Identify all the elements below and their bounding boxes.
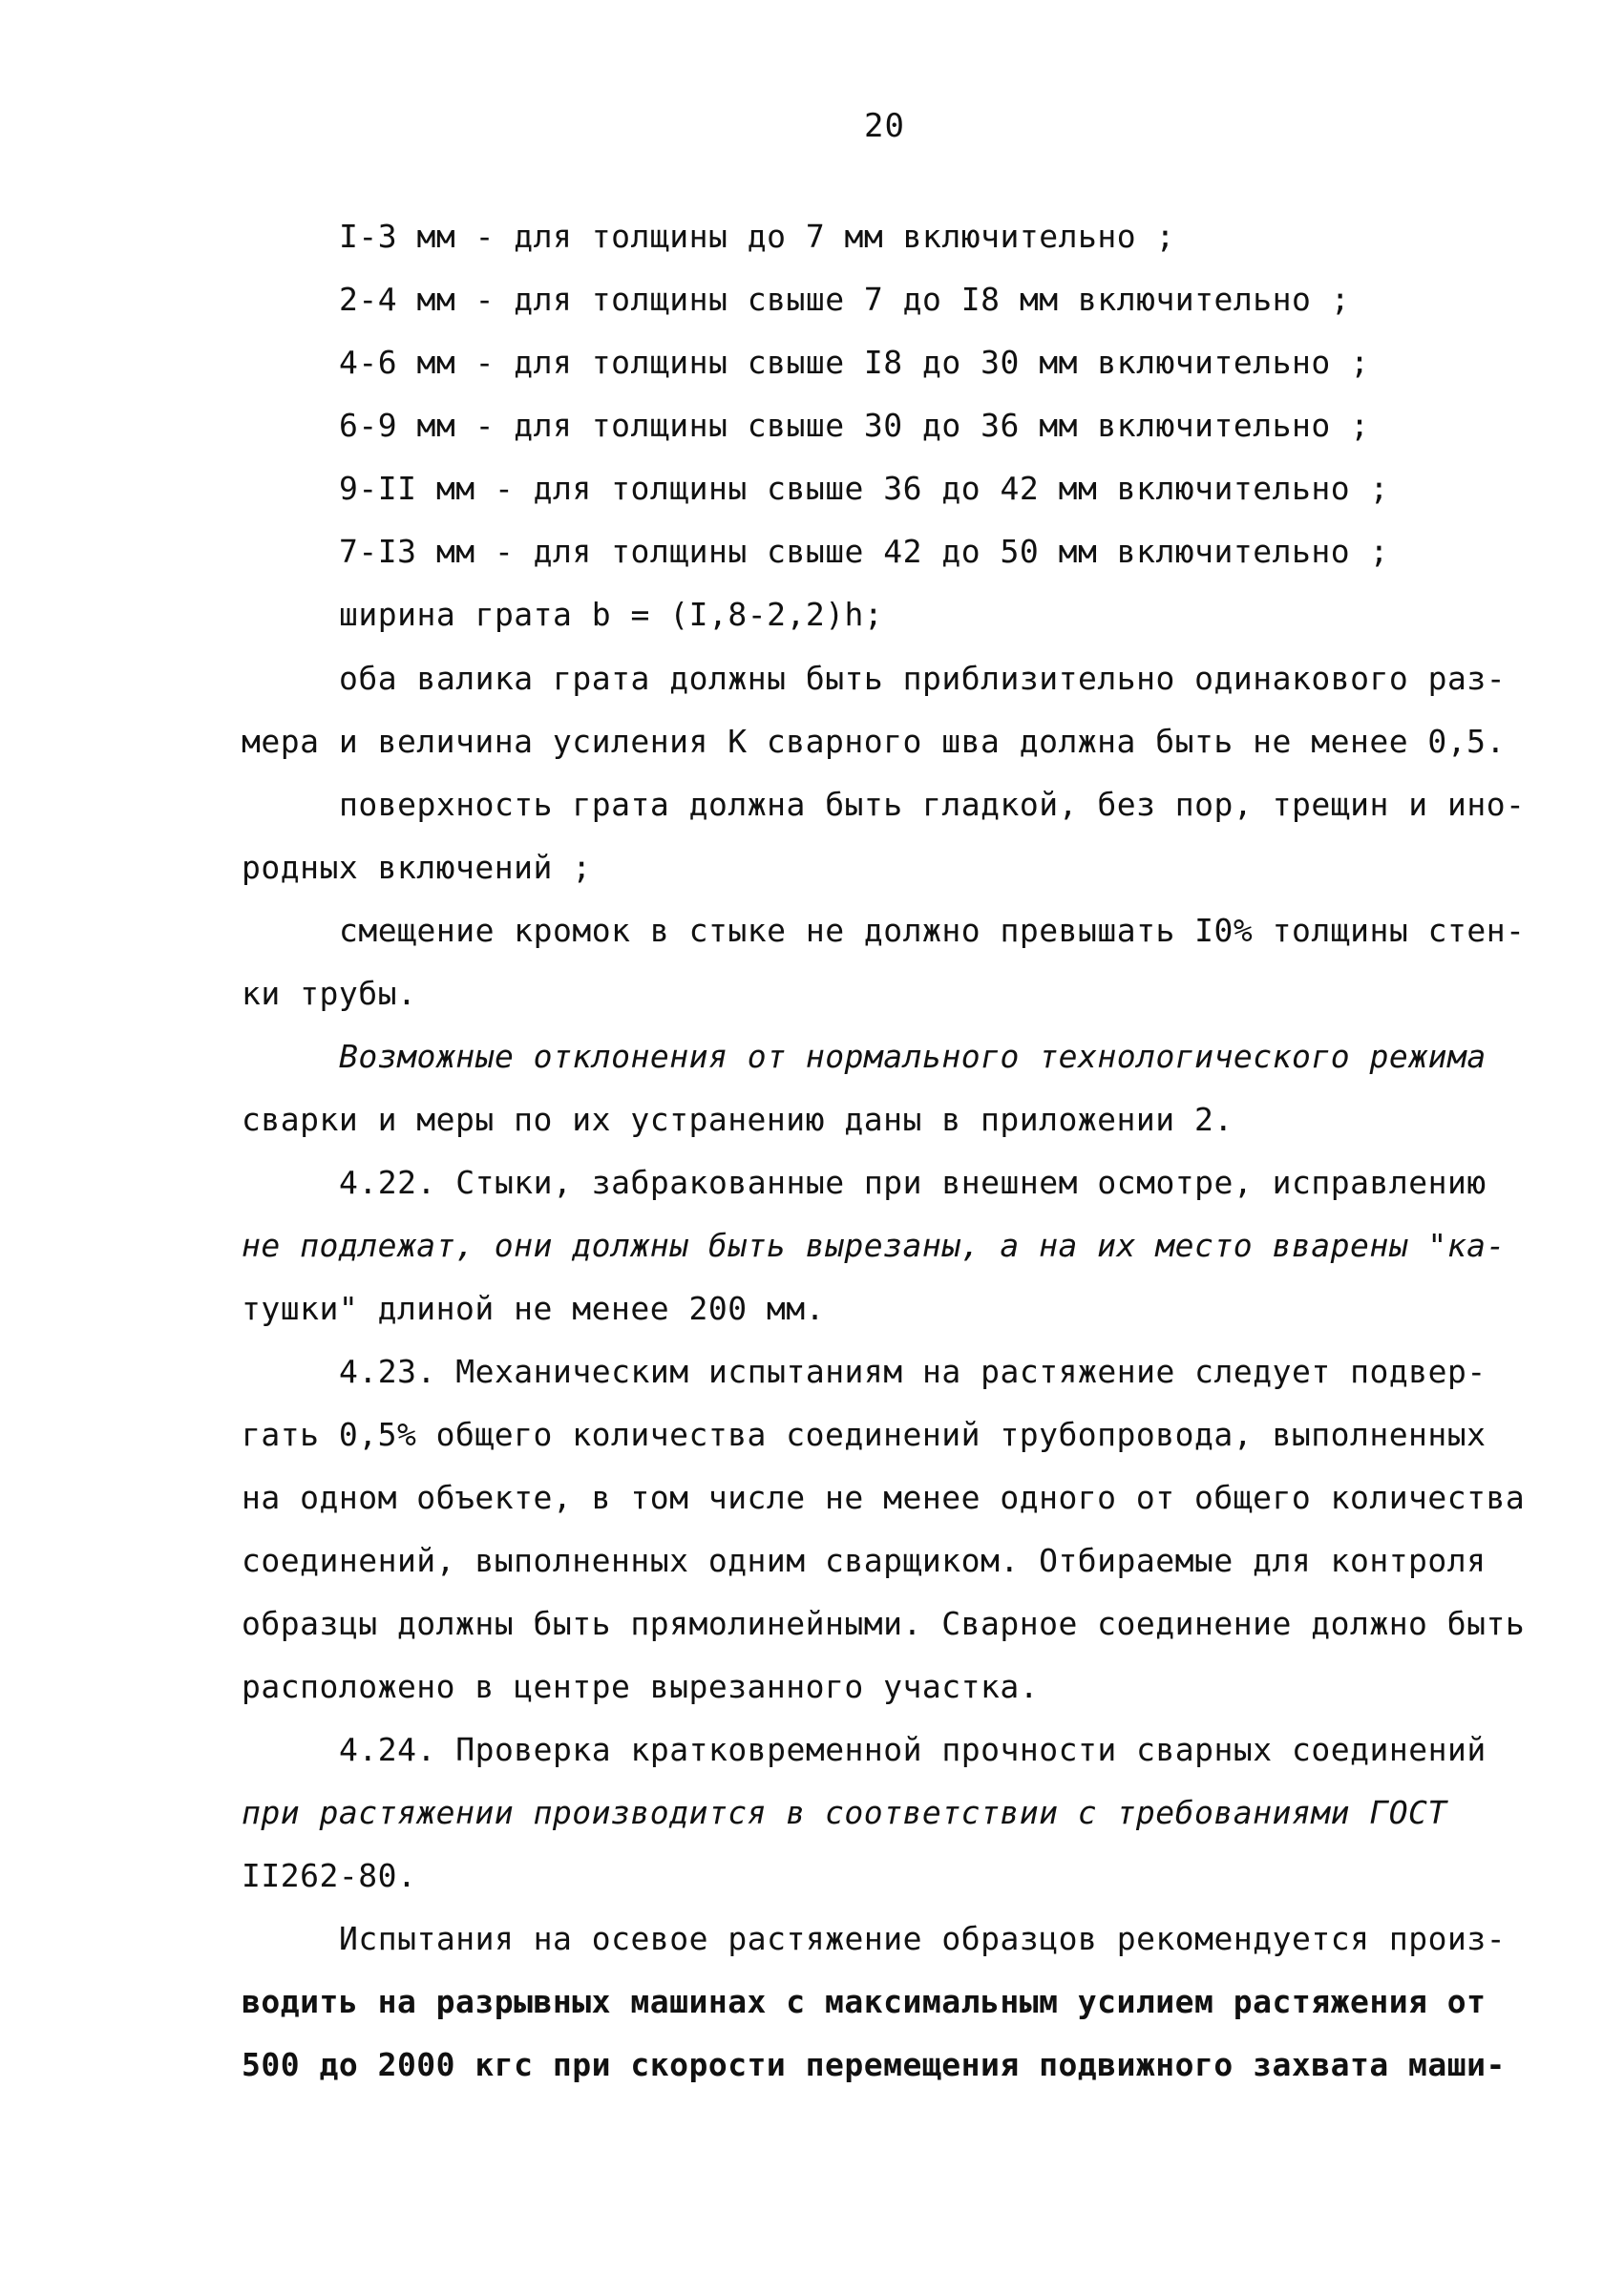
formula-line: ширина грата b = (I,8-2,2)h; [339, 596, 884, 633]
text-line-12: смещение кромок в стыке не должно превышать I0% толщины стен- [339, 912, 1526, 949]
text-line-24: расположено в центре вырезанного участка. [242, 1668, 1040, 1705]
text-line-27: II262-80. [242, 1857, 417, 1894]
text-line-19: 4.23. Механическим испытаниям на растяжение следует подвер- [339, 1353, 1487, 1390]
text-line-21: на одном объекте, в том числе не менее одного от общего количества [242, 1479, 1526, 1516]
text-line-25: 4.24. Проверка кратковременной прочности сварных соединений [339, 1731, 1487, 1768]
text-line-30: 500 до 2000 кгс при скорости перемещения подвижного захвата маши- [242, 2046, 1506, 2083]
text-line-11: родных включений ; [242, 849, 592, 886]
text-line-14: Возможные отклонения от нормального технологического режима [339, 1038, 1487, 1075]
text-line-2: 2-4 мм - для толщины свыше 7 до I8 мм включительно ; [339, 281, 1351, 318]
text-line-13: ки трубы. [242, 975, 417, 1012]
text-line-28: Испытания на осевое растяжение образцов рекомендуется произ- [339, 1920, 1507, 1957]
text-line-16: 4.22. Стыки, забракованные при внешнем осмотре, исправлению [339, 1164, 1487, 1201]
text-line-23: образцы должны быть прямолинейными. Сварное соединение должно быть [242, 1605, 1526, 1642]
text-line-8: оба валика грата должны быть приблизительно одинакового раз- [339, 660, 1507, 697]
text-line-26: при растяжении производится в соответствии с требованиями ГОСТ [242, 1794, 1447, 1831]
text-line-4: 6-9 мм - для толщины свыше 30 до 36 мм включительно ; [339, 407, 1370, 444]
text-line-20: гать 0,5% общего количества соединений трубопровода, выполненных [242, 1416, 1487, 1453]
text-line-6: 7-I3 мм - для толщины свыше 42 до 50 мм включительно ; [339, 533, 1389, 570]
text-line-17: не подлежат, они должны быть вырезаны, а на их место вварены "ка- [242, 1227, 1506, 1264]
text-line-9: мера и величина усиления К сварного шва должна быть не менее 0,5. [242, 723, 1506, 760]
text-line-15: сварки и меры по их устранению даны в приложении 2. [242, 1101, 1234, 1138]
page-number: 20 [864, 107, 905, 145]
text-line-22: соединений, выполненных одним сварщиком. Отбираемые для контроля [242, 1542, 1487, 1579]
text-line-1: I-3 мм - для толщины до 7 мм включительно ; [339, 218, 1175, 255]
text-line-3: 4-6 мм - для толщины свыше I8 до 30 мм включительно ; [339, 344, 1370, 381]
text-line-10: поверхность грата должна быть гладкой, без пор, трещин и ино- [339, 786, 1526, 823]
text-line-5: 9-II мм - для толщины свыше 36 до 42 мм включительно ; [339, 470, 1389, 507]
text-line-18: тушки" длиной не менее 200 мм. [242, 1290, 826, 1327]
text-line-29: водить на разрывных машинах с максимальным усилием растяжения от [242, 1983, 1487, 2020]
